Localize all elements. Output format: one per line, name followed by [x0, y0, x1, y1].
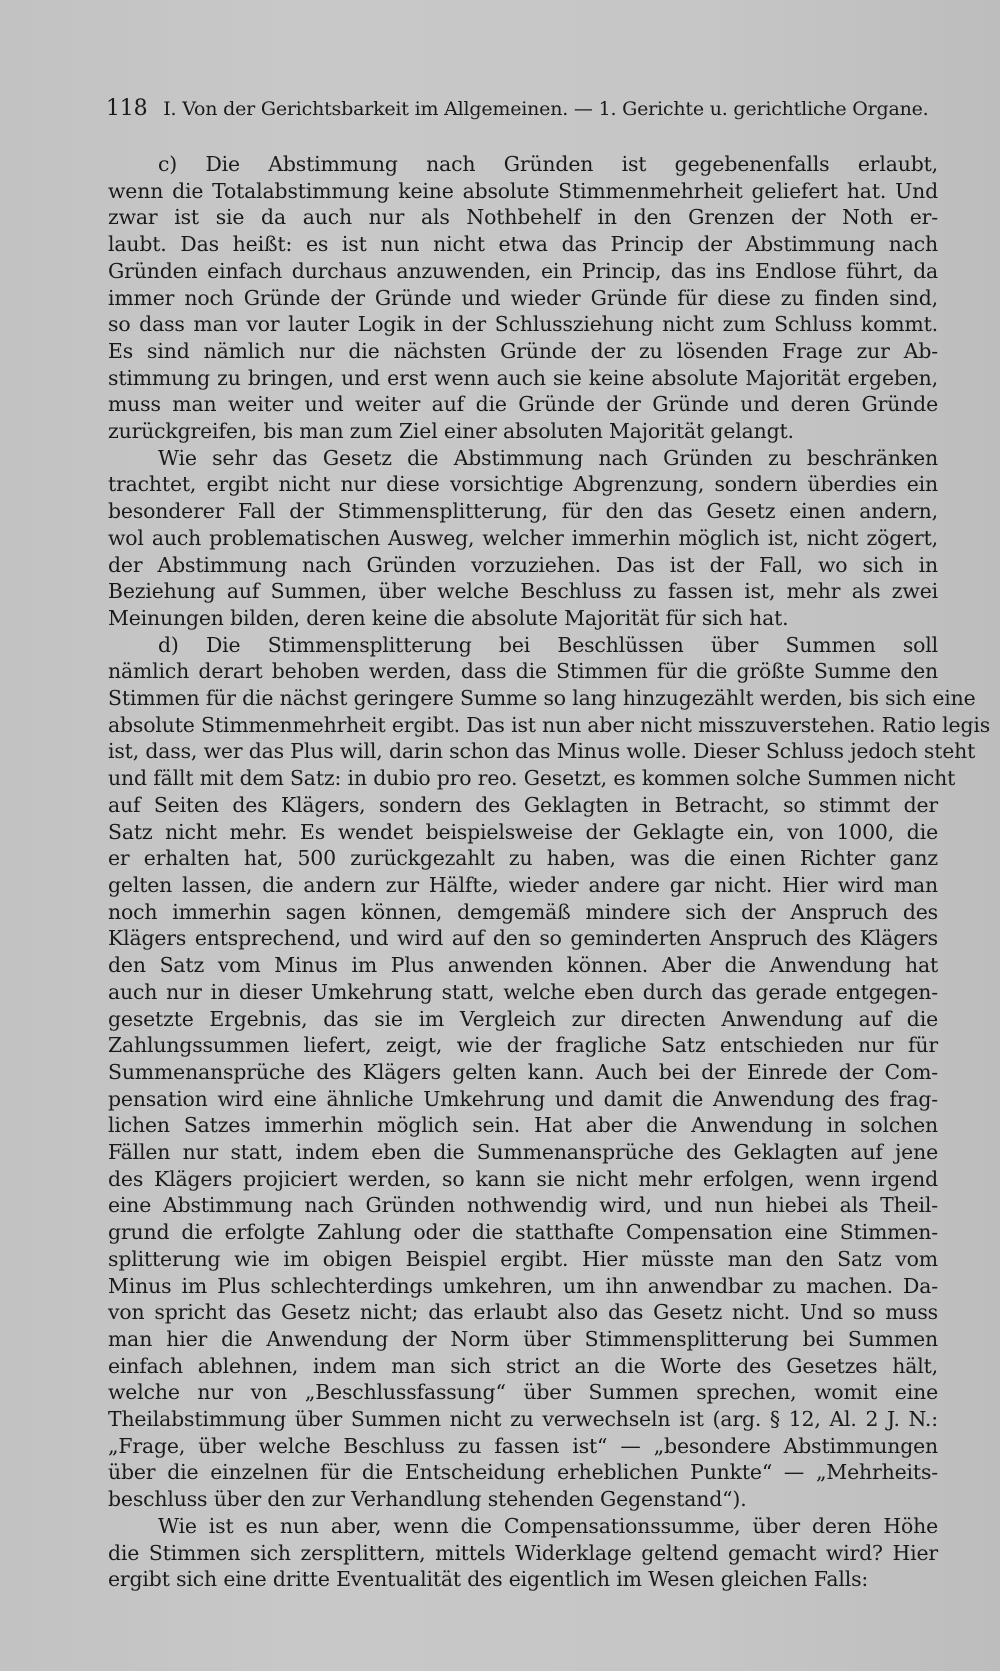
text-line: Wie ist es nun aber, wenn die Compensationssumme, über deren Höhe: [158, 1513, 938, 1538]
text-line: so dass man vor lauter Logik in der Schlussziehung nicht zum Schluss kommt.: [108, 312, 938, 337]
text-line: die Stimmen sich zersplittern, mittels Widerklage geltend gemacht wird? Hier: [108, 1540, 938, 1565]
text-line: grund die erfolgte Zahlung oder die statthafte Compensation eine Stimmen-: [108, 1220, 938, 1245]
text-line: Satz nicht mehr. Es wendet beispielsweise der Geklagte ein, von 1000, die: [108, 819, 938, 844]
text-line: welche nur von „Beschlussfassung“ über Summen sprechen, womit eine: [108, 1380, 938, 1405]
body-text: [108, 151, 991, 1593]
text-line: über die einzelnen für die Entscheidung erheblichen Punkte“ — „Mehrheits-: [108, 1460, 938, 1485]
text-line: den Satz vom Minus im Plus anwenden können. Aber die Anwendung hat: [108, 953, 938, 978]
text-line: wol auch problematischen Ausweg, welcher immerhin möglich ist, nicht zögert,: [108, 525, 938, 550]
text-line: wenn die Totalabstimmung keine absolute Stimmenmehrheit geliefert hat. Und: [108, 178, 938, 203]
text-line: nämlich derart behoben werden, dass die Stimmen für die größte Summe den: [108, 659, 938, 684]
text-line: gesetzte Ergebnis, das sie im Vergleich zur directen Anwendung auf die: [108, 1006, 938, 1031]
text-line: Klägers entsprechend, und wird auf den so geminderten Anspruch des Klägers: [108, 926, 938, 951]
text-line: und fällt mit dem Satz: in dubio pro reo. Gesetzt, es kommen solche Summen nicht: [108, 766, 956, 791]
page-number: 118: [106, 96, 148, 121]
text-line: Summenansprüche des Klägers gelten kann. Auch bei der Einrede der Com-: [108, 1059, 938, 1084]
running-header: [106, 96, 929, 121]
text-line: „Frage, über welche Beschluss zu fassen ist“ — „besondere Abstimmungen: [108, 1433, 938, 1458]
text-line: Meinungen bilden, deren keine die absolute Majorität für sich hat.: [108, 605, 789, 630]
text-line: Beziehung auf Summen, über welche Beschluss zu fassen ist, mehr als zwei: [108, 579, 938, 604]
text-line: lichen Satzes immerhin möglich sein. Hat aber die Anwendung in solchen: [108, 1113, 938, 1138]
text-line: einfach ablehnen, indem man sich strict an die Worte des Gesetzes hält,: [108, 1353, 938, 1378]
text-line: beschluss über den zur Verhandlung stehenden Gegenstand“).: [108, 1487, 747, 1512]
text-line: auf Seiten des Klägers, sondern des Geklagten in Betracht, so stimmt der: [108, 792, 938, 817]
text-line: immer noch Gründe der Gründe und wieder Gründe für diese zu finden sind,: [108, 285, 938, 310]
text-line: besonderer Fall der Stimmensplitterung, für den das Gesetz einen andern,: [108, 499, 938, 524]
text-line: splitterung wie im obigen Beispiel ergibt. Hier müsste man den Satz vom: [108, 1246, 938, 1271]
running-title: I. Von der Gerichtsbarkeit im Allgemeinen. — 1. Gerichte u. gerichtliche Organe.: [163, 98, 929, 120]
text-line: Minus im Plus schlechterdings umkehren, um ihn anwendbar zu machen. Da-: [108, 1273, 938, 1298]
text-line: Theilabstimmung über Summen nicht zu verwechseln ist (arg. § 12, Al. 2 J. N.:: [108, 1407, 938, 1432]
text-line: Fällen nur statt, indem eben die Summenansprüche des Geklagten auf jene: [108, 1140, 938, 1165]
text-line: man hier die Anwendung der Norm über Stimmensplitterung bei Summen: [108, 1326, 938, 1351]
text-line: c) Die Abstimmung nach Gründen ist gegebenenfalls erlaubt,: [158, 152, 938, 176]
text-line: trachtet, ergibt nicht nur diese vorsichtige Abgrenzung, sondern überdies ein: [108, 472, 938, 497]
text-line: von spricht das Gesetz nicht; das erlaubt also das Gesetz nicht. Und so muss: [108, 1300, 938, 1325]
text-line: zurückgreifen, bis man zum Ziel einer absoluten Majorität gelangt.: [108, 419, 794, 444]
text-line: absolute Stimmenmehrheit ergibt. Das ist nun aber nicht misszuverstehen. Ratio legis: [108, 712, 991, 737]
text-line: der Abstimmung nach Gründen vorzuziehen. Das ist der Fall, wo sich in: [108, 552, 938, 577]
text-line: Es sind nämlich nur die nächsten Gründe der zu lösenden Frage zur Ab-: [108, 338, 938, 363]
text-line: gelten lassen, die andern zur Hälfte, wieder andere gar nicht. Hier wird man: [108, 872, 938, 897]
text-line: Zahlungssummen liefert, zeigt, wie der fragliche Satz entschieden nur für: [108, 1033, 938, 1058]
text-line: noch immerhin sagen können, demgemäß mindere sich der Anspruch des: [108, 899, 938, 924]
text-line: ergibt sich eine dritte Eventualität des eigentlich im Wesen gleichen Falls:: [108, 1567, 869, 1592]
text-line: Gründen einfach durchaus anzuwenden, ein Princip, das ins Endlose führt, da: [108, 258, 938, 283]
text-line: ist, dass, wer das Plus will, darin schon das Minus wolle. Dieser Schluss jedoch steht: [108, 739, 976, 764]
text-line: Wie sehr das Gesetz die Abstimmung nach Gründen zu beschränken: [158, 445, 938, 470]
text-line: eine Abstimmung nach Gründen nothwendig wird, und nun hiebei als Theil-: [108, 1193, 938, 1218]
text-line: des Klägers projiciert werden, so kann sie nicht mehr erfolgen, wenn irgend: [108, 1166, 938, 1191]
text-line: Stimmen für die nächst geringere Summe so lang hinzugezählt werden, bis sich eine: [108, 686, 976, 711]
text-line: pensation wird eine ähnliche Umkehrung und damit die Anwendung des frag-: [108, 1086, 938, 1111]
text-line: muss man weiter und weiter auf die Gründe der Gründe und deren Gründe: [108, 392, 938, 417]
text-line: d) Die Stimmensplitterung bei Beschlüssen über Summen soll: [158, 632, 938, 657]
text-line: auch nur in dieser Umkehrung statt, welche eben durch das gerade entgegen-: [108, 979, 938, 1004]
text-line: er erhalten hat, 500 zurückgezahlt zu haben, was die einen Richter ganz: [108, 846, 938, 871]
text-line: stimmung zu bringen, und erst wenn auch sie keine absolute Majorität ergeben,: [108, 365, 938, 390]
text-line: laubt. Das heißt: es ist nun nicht etwa das Princip der Abstimmung nach: [108, 232, 938, 257]
text-line: zwar ist sie da auch nur als Nothbehelf in den Grenzen der Noth er-: [108, 205, 938, 230]
